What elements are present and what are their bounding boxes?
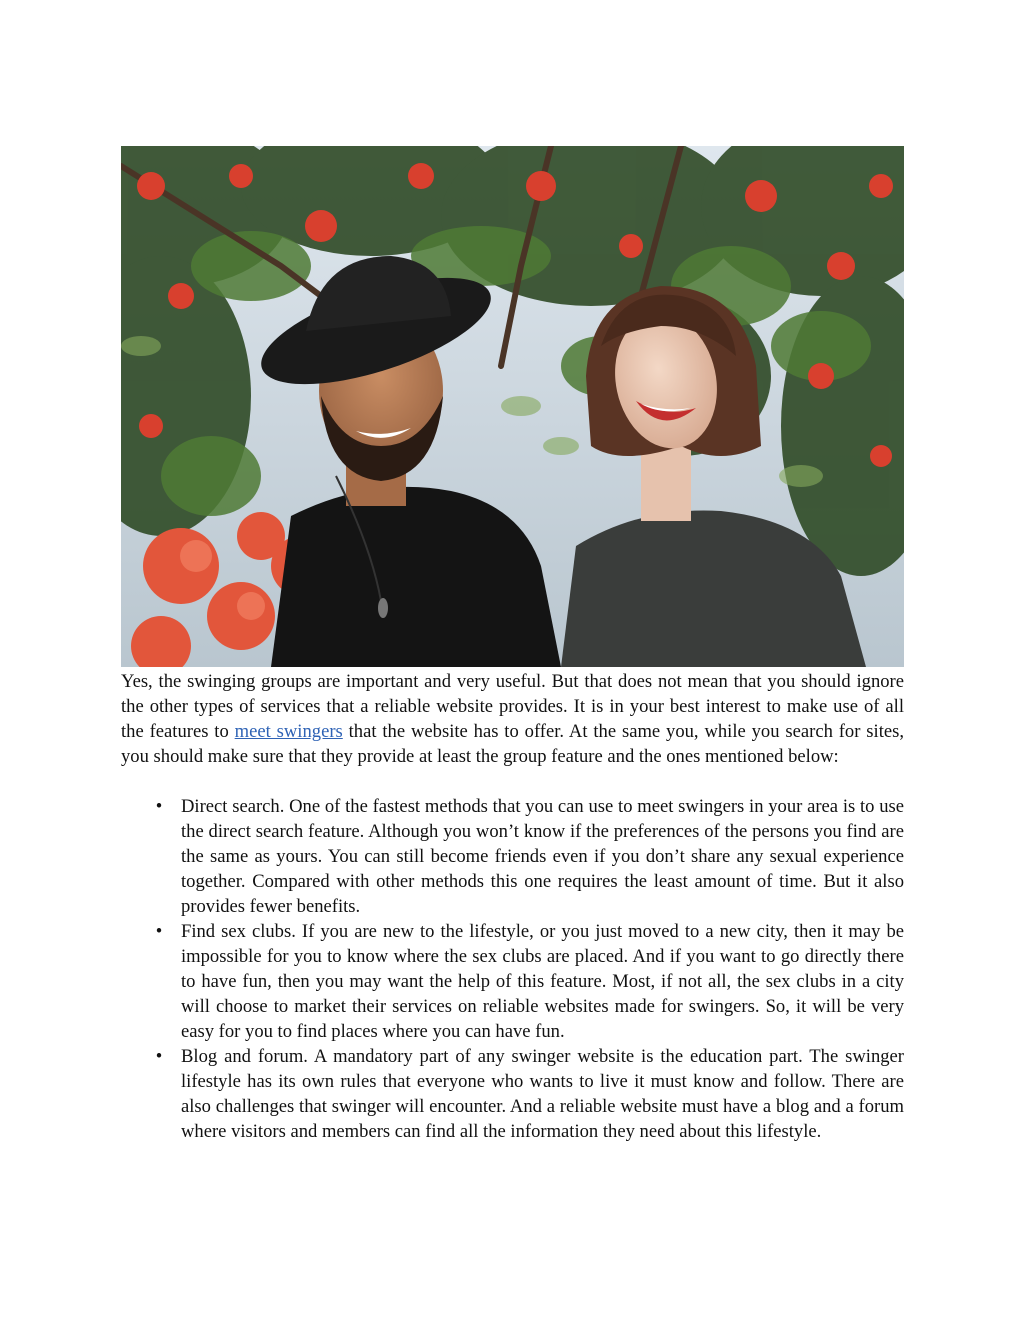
list-item-text: Find sex clubs. If you are new to the lifestyle, or you just moved to a new city, then it may be impossible for you to know where the sex clubs are placed. And if you want to go directly there to have fun, then you may want the help of this feature. Most, if not all, the sex clubs in a city will choose to market their services on reliable websites made for swingers. So, it will be very easy for you to find places where you can have fun.	[181, 921, 904, 1042]
list-item-text: Blog and forum. A mandatory part of any swinger website is the education part. The swinger lifestyle has its own rules that everyone who wants to live it must know and follow. There are also challenges that swinger will encounter. And a reliable website must have a blog and a forum where visitors and members can find all the information they need about this lifestyle.	[181, 1046, 904, 1142]
intro-text-after-link: that the website has to offer. At the same you, while you search for sites, you should make sure that they provide at least the group feature and the ones mentioned below:	[121, 721, 904, 767]
bullet-icon: •	[155, 921, 163, 942]
intro-text-before-link: Yes, the swinging groups are important and very useful. But that does not mean that you should ignore the other types of services that a reliable website provides. It is in your best interest to make use of all the features to	[121, 671, 904, 742]
bullet-icon: •	[155, 796, 163, 817]
list-item-blog-and-forum	[121, 1044, 904, 1144]
intro-paragraph	[121, 669, 904, 769]
bullet-icon: •	[155, 1046, 163, 1067]
list-item-find-sex-clubs	[121, 919, 904, 1044]
meet-swingers-link[interactable]: meet swingers	[234, 721, 343, 742]
couple-photo-illustration	[121, 146, 904, 667]
couple-photo	[121, 146, 904, 667]
paragraph-spacer	[121, 769, 904, 794]
features-list	[121, 794, 904, 1144]
list-item-text: Direct search. One of the fastest methods that you can use to meet swingers in your area is to use the direct search feature. Although you won’t know if the preferences of the persons you find are the same as yours. You can still become friends even if you don’t share any sexual experience together. Compared with other methods this one requires the least amount of time. But it also provides fewer benefits.	[181, 796, 904, 917]
article-body	[121, 669, 904, 1144]
list-item-direct-search	[121, 794, 904, 919]
